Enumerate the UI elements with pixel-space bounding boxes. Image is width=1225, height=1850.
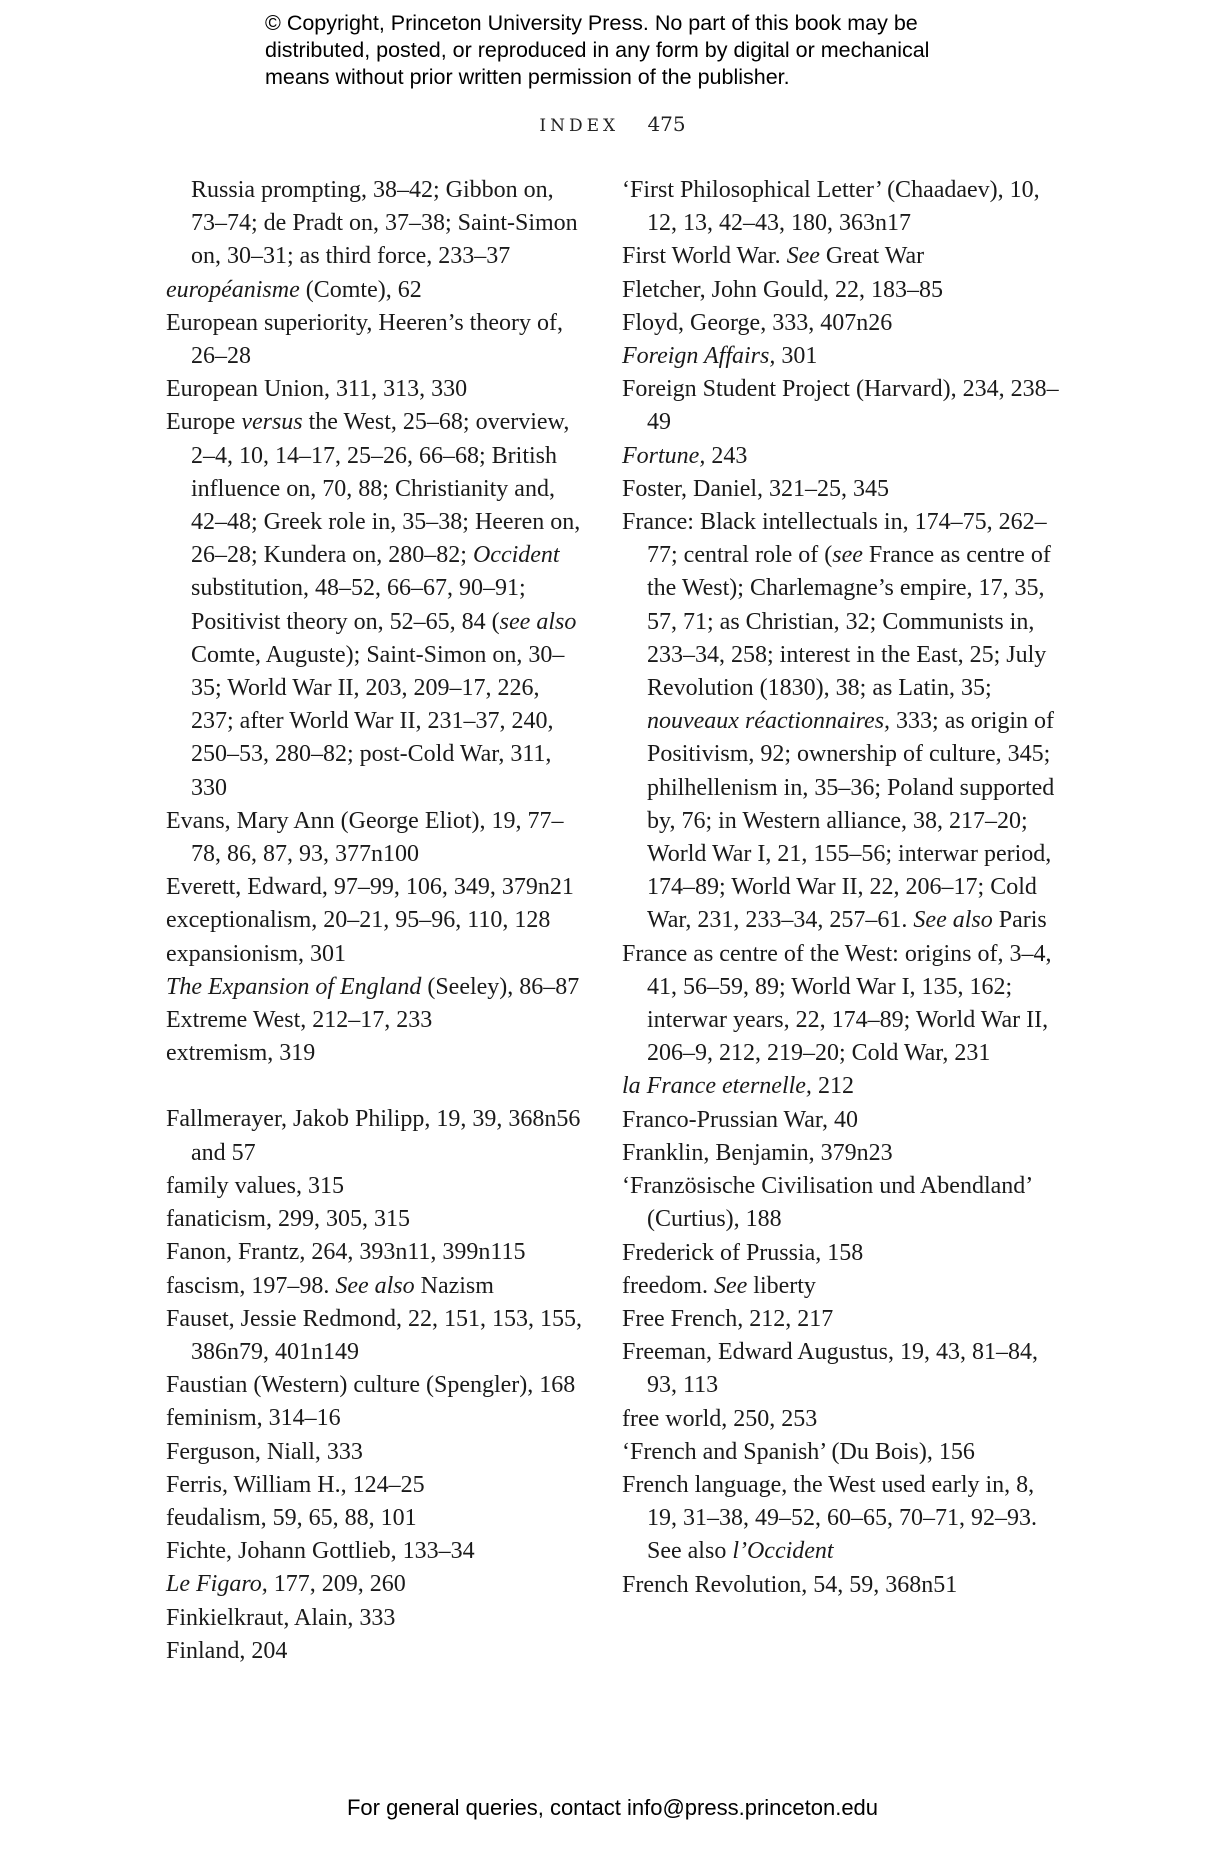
index-entry-text: Extreme West, 212–17, 233 — [166, 1007, 433, 1034]
index-entry-text: Franco-Prussian War, 40 — [622, 1106, 858, 1133]
index-entry — [622, 440, 1062, 473]
index-entry-text: ‘French and Spanish’ (Du Bois), 156 — [622, 1438, 975, 1465]
index-entry-text: Franklin, Benjamin, 379n23 — [622, 1139, 893, 1166]
index-entry-text: Finland, 204 — [166, 1637, 288, 1664]
index-entry-text: fascism, 197–98. — [166, 1272, 336, 1299]
index-entry-text: Faustian (Western) culture (Spengler), 168 — [166, 1372, 576, 1399]
index-entry-italic-text: européanisme — [166, 276, 300, 303]
index-entry — [166, 274, 586, 307]
index-entry — [622, 307, 1062, 340]
index-entry-text: 212 — [811, 1073, 854, 1100]
index-entry — [166, 805, 586, 871]
index-entry-text: fanaticism, 299, 305, 315 — [166, 1206, 410, 1233]
index-entry — [622, 1469, 1062, 1569]
index-entry-text: Fichte, Johann Gottlieb, 133–34 — [166, 1538, 475, 1565]
index-entry-text: Freeman, Edward Augustus, 19, 43, 81–84, 93, 113 — [622, 1339, 1038, 1399]
index-entry-text: free world, 250, 253 — [622, 1405, 818, 1432]
index-entry — [166, 871, 586, 904]
index-entry-italic-text: l’Occident — [732, 1538, 834, 1565]
index-entry-text: 333; as origin of Positivism, 92; ownership of culture, 345; philhellenism in, 35–36; Poland supported by, 76; in Western alliance, 38, 217–20; World War I, 21, 155–56; interwar period, 174–89; World War II, 22, 206–17; Cold War, 231, 233–34, 257–61. — [647, 708, 1055, 934]
index-entry-text: Fanon, Frantz, 264, 393n11, 399n115 — [166, 1239, 526, 1266]
index-entry — [166, 904, 586, 937]
index-entry — [622, 1569, 1062, 1602]
index-entry — [622, 240, 1062, 273]
index-entry-text: Great War — [819, 243, 925, 270]
index-entry-italic-text: Occident — [472, 542, 560, 569]
index-entry-text: Floyd, George, 333, 407n26 — [622, 309, 893, 336]
index-entry-text: Frederick of Prussia, 158 — [622, 1239, 864, 1266]
index-entry-italic-text: See — [786, 243, 820, 270]
index-entry — [622, 1104, 1062, 1137]
index-entry — [166, 1535, 586, 1568]
index-entry — [166, 1037, 586, 1070]
index-entry — [622, 373, 1062, 439]
index-entry-italic-text: See also — [913, 907, 993, 934]
index-entry — [166, 1502, 586, 1535]
index-entry — [622, 1303, 1062, 1336]
index-entry-italic-text: Foreign Affairs, — [622, 343, 776, 370]
index-entry-text: First World War. — [622, 243, 787, 270]
index-entry-text: French language, the West used early in, 8, 19, 31–38, 49–52, 60–65, 70–71, 92–93. See also — [622, 1471, 1037, 1565]
index-entry — [166, 938, 586, 971]
index-entry-italic-text: The Expansion of England — [166, 973, 422, 1000]
index-entry — [166, 307, 586, 373]
index-entry — [166, 1635, 586, 1668]
index-entry — [166, 1602, 586, 1635]
index-entry-text: extremism, 319 — [166, 1040, 316, 1067]
index-column-left — [166, 174, 586, 1668]
index-entry-italic-text: See also — [335, 1272, 415, 1299]
index-entry — [166, 1369, 586, 1402]
index-entry-text: (Seeley), 86–87 — [421, 973, 580, 1000]
index-entry — [622, 1070, 1062, 1103]
index-entry-text: Paris — [992, 907, 1047, 934]
index-entry-text: Ferguson, Niall, 333 — [166, 1438, 363, 1465]
index-entry-text: feminism, 314–16 — [166, 1405, 341, 1432]
index-entry-text: (Comte), 62 — [299, 276, 422, 303]
index-entry — [166, 1004, 586, 1037]
index-entry — [166, 1402, 586, 1435]
index-entry-text: feudalism, 59, 65, 88, 101 — [166, 1504, 417, 1531]
index-entry-text: ‘Französische Civilisation und Abendland’ (Curtius), 188 — [622, 1173, 1032, 1233]
index-entry — [622, 1270, 1062, 1303]
index-entry-text: substitution, 48–52, 66–67, 90–91; Positivist theory on, 52–65, 84 ( — [191, 575, 526, 635]
index-entry — [166, 174, 586, 274]
index-entry-text: Finkielkraut, Alain, 333 — [166, 1604, 396, 1631]
index-entry — [166, 1303, 586, 1369]
index-entry-italic-text: See — [713, 1272, 748, 1299]
letter-section-gap — [166, 1070, 586, 1103]
index-entry-text: expansionism, 301 — [166, 940, 346, 967]
index-entry-text: France: Black intellectuals in, 174–75, 262–77; central role of ( — [622, 509, 1047, 569]
index-entry — [622, 1336, 1062, 1402]
index-entry-text: European superiority, Heeren’s theory of, 26–28 — [166, 309, 563, 370]
index-column-right — [622, 174, 1062, 1602]
index-entry — [622, 340, 1062, 373]
index-entry — [166, 1568, 586, 1601]
index-entry-italic-text: Fortune, — [622, 442, 706, 469]
index-entry-text: Free French, 212, 217 — [622, 1305, 834, 1332]
copyright-line: means without prior written permission of the publisher. — [265, 65, 790, 89]
index-entry-text: Ferris, William H., 124–25 — [166, 1471, 425, 1498]
copyright-notice — [265, 10, 1025, 91]
index-entry — [622, 274, 1062, 307]
index-entry-text: Comte, Auguste); Saint-Simon on, 30–35; World War II, 203, 209–17, 226, 237; after World War II, 231–37, 240, 250–53, 280–82; post-Cold War, 311, 330 — [191, 641, 565, 801]
index-entry — [166, 1436, 586, 1469]
index-entry-text: exceptionalism, 20–21, 95–96, 110, 128 — [166, 907, 551, 934]
index-entry — [622, 1237, 1062, 1270]
index-entry-text: 177, 209, 260 — [267, 1571, 406, 1598]
index-entry-text: Foreign Student Project (Harvard), 234, 238–49 — [622, 376, 1059, 436]
index-entry — [622, 174, 1062, 240]
index-entry — [166, 971, 586, 1004]
index-entry-text: Foster, Daniel, 321–25, 345 — [622, 475, 890, 502]
index-entry-text: European Union, 311, 313, 330 — [166, 376, 468, 403]
index-entry — [166, 1469, 586, 1502]
index-entry — [622, 1403, 1062, 1436]
index-entry-text: freedom. — [622, 1272, 714, 1299]
index-entry-text: French Revolution, 54, 59, 368n51 — [622, 1571, 958, 1598]
index-entry-text: France as centre of the West); Charlemagne’s empire, 17, 35, 57, 71; as Christian, 32; Communists in, 233–34, 258; interest in the East, 25; July Revolution (1830), 38; as Latin, 35; — [647, 542, 1051, 702]
index-entry — [622, 938, 1062, 1071]
index-entry-text: Russia prompting, 38–42; Gibbon on, 73–74; de Pradt on, 37–38; Saint-Simon on, 30–31; as third force, 233–37 — [191, 177, 578, 270]
index-entry — [622, 473, 1062, 506]
index-entry-text: Fauset, Jessie Redmond, 22, 151, 153, 155, 386n79, 401n149 — [166, 1305, 582, 1365]
index-entry-italic-text: see also — [499, 608, 577, 635]
copyright-line: © Copyright, Princeton University Press. No part of this book may be — [265, 11, 918, 35]
index-entry — [166, 1270, 586, 1303]
index-entry-text: 301 — [775, 343, 818, 370]
index-entry-text: the West, 25–68; overview, 2–4, 10, 14–17, 25–26, 66–68; British influence on, 70, 88; Christianity and, 42–48; Greek role in, 35–38; Heeren on, 26–28; Kundera on, 280–82; — [191, 409, 581, 569]
index-entry-italic-text: nouveaux réactionnaires, — [647, 708, 891, 735]
running-head-label: INDEX — [539, 116, 620, 136]
index-entry-text: Everett, Edward, 97–99, 106, 349, 379n21 — [166, 874, 574, 901]
running-head — [0, 112, 1225, 136]
index-entry-italic-text: versus — [241, 409, 303, 436]
index-entry-text: liberty — [747, 1272, 816, 1299]
footer-contact: For general queries, contact info@press.princeton.edu — [346, 1795, 879, 1820]
index-entry-text: France as centre of the West: origins of, 3–4, 41, 56–59, 89; World War I, 135, 162; interwar years, 22, 174–89; World War II, 206–9, 212, 219–20; Cold War, 231 — [622, 940, 1052, 1067]
index-entry-text: Europe — [166, 409, 242, 436]
copyright-line: distributed, posted, or reproduced in any form by digital or mechanical — [265, 38, 930, 62]
index-entry-italic-text: see — [832, 542, 863, 569]
index-entry-text: Fletcher, John Gould, 22, 183–85 — [622, 276, 944, 303]
index-entry-italic-text: la France eternelle, — [622, 1073, 812, 1100]
index-entry-italic-text: Le Figaro, — [166, 1571, 268, 1598]
index-entry — [166, 373, 586, 406]
index-entry — [166, 1203, 586, 1236]
index-entry-text: Nazism — [414, 1272, 494, 1299]
index-entry-text: Fallmerayer, Jakob Philipp, 19, 39, 368n56 and 57 — [166, 1106, 581, 1166]
index-entry — [622, 506, 1062, 938]
index-entry — [622, 1137, 1062, 1170]
index-entry-text: Evans, Mary Ann (George Eliot), 19, 77–78, 86, 87, 93, 377n100 — [166, 807, 564, 868]
page-number: 475 — [647, 112, 686, 136]
index-entry — [166, 1236, 586, 1269]
index-entry — [166, 406, 586, 804]
index-entry-text: 243 — [705, 442, 748, 469]
index-entry-text: ‘First Philosophical Letter’ (Chaadaev), 10, 12, 13, 42–43, 180, 363n17 — [622, 177, 1040, 237]
index-entry-text: family values, 315 — [166, 1172, 344, 1199]
index-entry — [166, 1103, 586, 1169]
index-entry — [622, 1436, 1062, 1469]
index-entry — [622, 1170, 1062, 1236]
index-entry — [166, 1170, 586, 1203]
